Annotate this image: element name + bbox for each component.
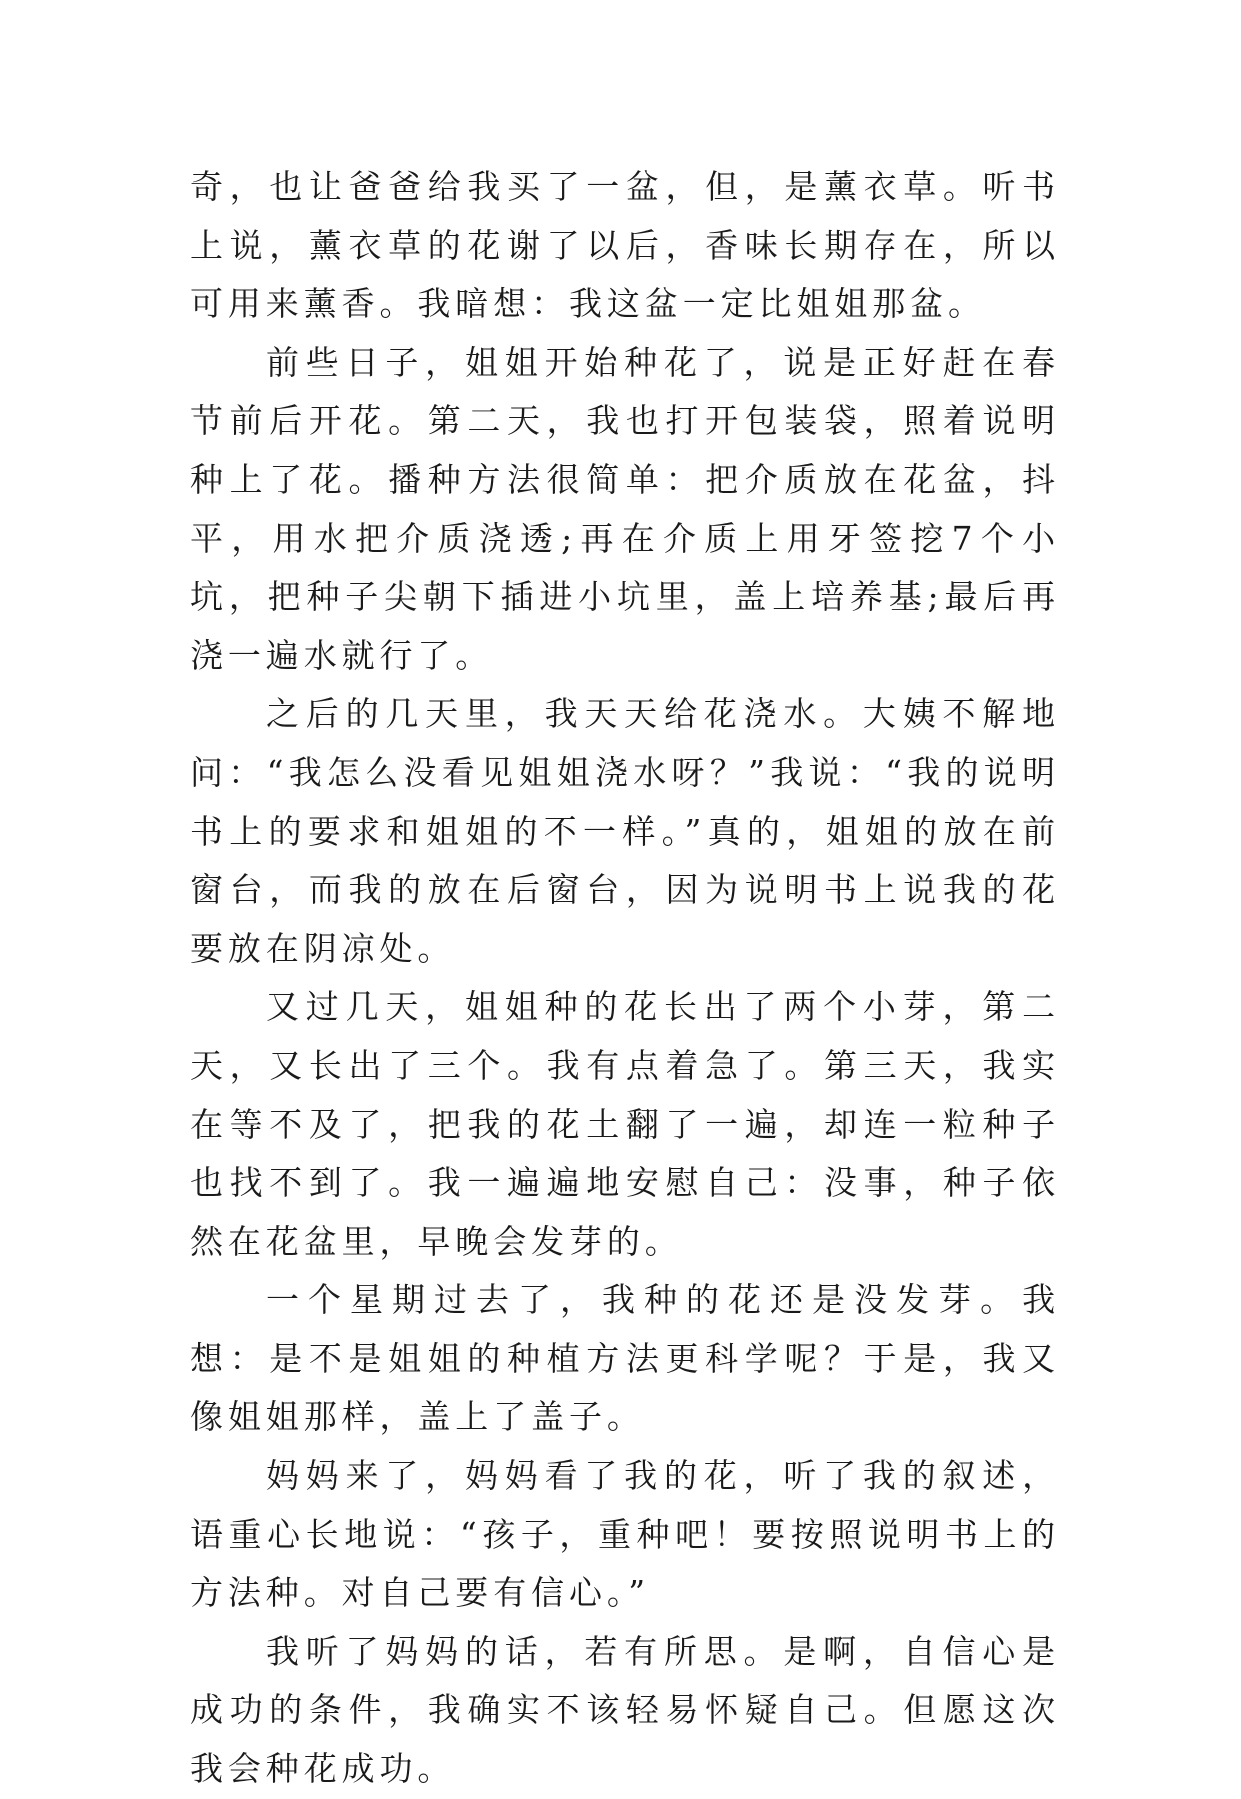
paragraph-3: 之后的几天里，我天天给花浇水。大姨不解地问：“我怎么没看见姐姐浇水呀？”我说：“我的说明书上的要求和姐姐的不一样。”真的，姐姐的放在前窗台，而我的放在后窗台，因为说明书上说我的花要放在阴凉处。 bbox=[190, 694, 1060, 968]
paragraph-6: 妈妈来了，妈妈看了我的花，听了我的叙述，语重心长地说：“孩子，重种吧！要按照说明书上的方法种。对自己要有信心。” bbox=[190, 1456, 1060, 1613]
paragraph-2: 前些日子，姐姐开始种花了，说是正好赶在春节前后开花。第二天，我也打开包装袋，照着说明种上了花。播种方法很简单：把介质放在花盆，抖平，用水把介质浇透;再在介质上用牙签挖7个小坑，把种子尖朝下插进小坑里，盖上培养基;最后再浇一遍水就行了。 bbox=[190, 342, 1060, 675]
paragraph-5: 一个星期过去了，我种的花还是没发芽。我想：是不是姐姐的种植方法更科学呢？于是，我又像姐姐那样，盖上了盖子。 bbox=[190, 1280, 1060, 1437]
paragraph-1: 奇，也让爸爸给我买了一盆，但，是薰衣草。听书上说，薰衣草的花谢了以后，香味长期存在，所以可用来薰香。我暗想：我这盆一定比姐姐那盆。 bbox=[190, 167, 1060, 324]
paragraph-7: 我听了妈妈的话，若有所思。是啊，自信心是成功的条件，我确实不该轻易怀疑自己。但愿这次我会种花成功。 bbox=[190, 1631, 1060, 1789]
document-body bbox=[190, 158, 1060, 1799]
paragraph-4: 又过几天，姐姐种的花长出了两个小芽，第二天，又长出了三个。我有点着急了。第三天，我实在等不及了，把我的花土翻了一遍，却连一粒种子也找不到了。我一遍遍地安慰自己：没事，种子依然在花盆里，早晚会发芽的。 bbox=[190, 987, 1060, 1261]
